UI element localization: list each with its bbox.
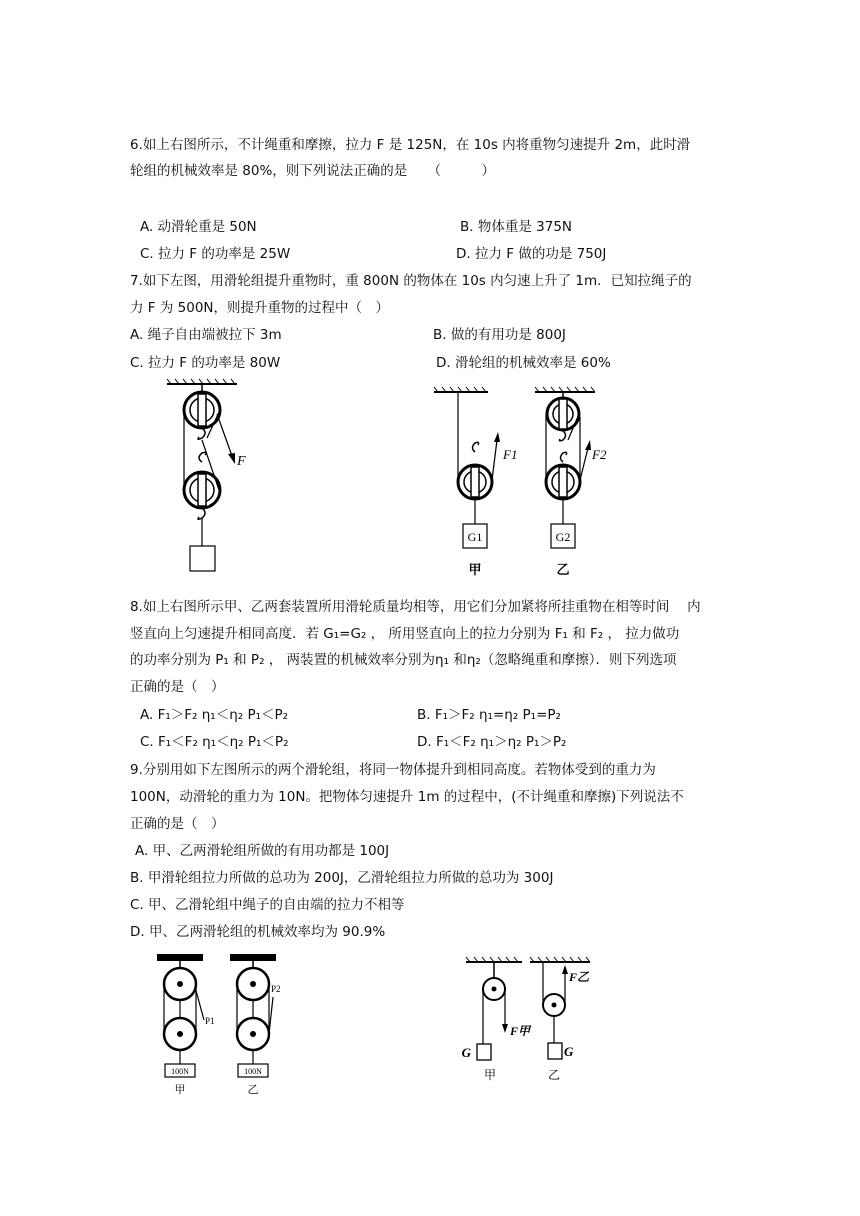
force-f1-label: F1 bbox=[503, 447, 518, 462]
pulley-figure-4 bbox=[460, 955, 610, 1085]
q7-option-b: B. 做的有用功是 800J bbox=[433, 327, 566, 343]
weight-g1-label: G1 bbox=[467, 530, 483, 544]
q7-option-a: A. 绳子自由端被拉下 3m bbox=[130, 327, 282, 343]
q7-option-d: D. 滑轮组的机械效率是 60% bbox=[436, 355, 611, 371]
q6-stem-line1: 6.如上右图所示，不计绳重和摩擦，拉力 F 是 125N，在 10s 内将重物匀速提升 2m，此时滑 bbox=[130, 137, 691, 153]
q8-option-d: D. F₁＜F₂ η₁＞η₂ P₁＞P₂ bbox=[417, 734, 567, 750]
pulley-figure-2 bbox=[430, 382, 630, 582]
q8-option-c: C. F₁＜F₂ η₁＜η₂ P₁＜P₂ bbox=[140, 734, 289, 750]
q7-option-c: C. 拉力 F 的功率是 80W bbox=[130, 355, 281, 371]
q6-option-d: D. 拉力 F 做的功是 750J bbox=[456, 246, 607, 262]
q8-stem-line1: 8.如上右图所示甲、乙两套装置所用滑轮质量均相等，用它们分加紧将所挂重物在相等时间 内 bbox=[130, 599, 701, 615]
q8-stem-line4: 正确的是（ ） bbox=[130, 679, 225, 695]
q6-stem-line2: 轮组的机械效率是 80%，则下列说法正确的是 （ ） bbox=[130, 163, 496, 179]
weight-100n-label-2: 100N bbox=[244, 1067, 262, 1076]
force-f2-label: F2 bbox=[592, 447, 607, 462]
pulley-figure-3 bbox=[155, 952, 305, 1102]
q9-stem-line1: 9.分别用如下左图所示的两个滑轮组，将同一物体提升到相同高度。若物体受到的重力为 bbox=[130, 762, 656, 778]
force-p1-label: P1 bbox=[205, 1016, 215, 1026]
q9-stem-line2: 100N，动滑轮的重力为 10N。把物体匀速提升 1m 的过程中，(不计绳重和摩擦)下列说法不 bbox=[130, 789, 684, 805]
force-p2-label: P2 bbox=[271, 984, 281, 994]
caption-yi-3: 乙 bbox=[247, 1084, 259, 1096]
weight-100n-label-1: 100N bbox=[171, 1067, 189, 1076]
q8-option-a: A. F₁＞F₂ η₁＜η₂ P₁＜P₂ bbox=[140, 707, 289, 723]
q9-option-c: C. 甲、乙滑轮组中绳子的自由端的拉力不相等 bbox=[130, 897, 405, 913]
caption-jia: 甲 bbox=[468, 562, 482, 577]
q6-option-b: B. 物体重是 375N bbox=[460, 219, 573, 235]
force-fjia-label: F甲 bbox=[510, 1024, 531, 1038]
weight-g-label-2: G bbox=[564, 1044, 574, 1059]
force-fyi-label: F乙 bbox=[569, 970, 590, 984]
q9-option-b: B. 甲滑轮组拉力所做的总功为 200J，乙滑轮组拉力所做的总功为 300J bbox=[130, 870, 554, 886]
caption-yi-4: 乙 bbox=[547, 1068, 561, 1082]
pulley-figure-1 bbox=[165, 378, 275, 578]
q8-option-b: B. F₁＞F₂ η₁=η₂ P₁=P₂ bbox=[417, 707, 561, 723]
q6-option-a: A. 动滑轮重是 50N bbox=[140, 219, 257, 235]
q8-stem-line2: 竖直向上匀速提升相同高度．若 G₁=G₂ ， 所用竖直向上的拉力分别为 F₁ 和 F₂ ， 拉力做功 bbox=[130, 626, 680, 642]
q9-stem-line3: 正确的是（ ） bbox=[130, 816, 225, 832]
force-f-label: F bbox=[237, 454, 246, 469]
q7-stem-line1: 7.如下左图，用滑轮组提升重物时，重 800N 的物体在 10s 内匀速上升了 1m．已知拉绳子的 bbox=[130, 273, 692, 289]
q9-option-a: A. 甲、乙两滑轮组所做的有用功都是 100J bbox=[135, 843, 390, 859]
caption-yi: 乙 bbox=[556, 562, 570, 577]
q9-option-d: D. 甲、乙两滑轮组的机械效率均为 90.9% bbox=[130, 924, 386, 940]
q8-stem-line3: 的功率分别为 P₁ 和 P₂ ， 两装置的机械效率分别为η₁ 和η₂（忽略绳重和摩擦）．则下列选项 bbox=[130, 652, 677, 668]
weight-g2-label: G2 bbox=[555, 530, 571, 544]
caption-jia-4: 甲 bbox=[483, 1068, 497, 1082]
q6-option-c: C. 拉力 F 的功率是 25W bbox=[140, 246, 291, 262]
q7-stem-line2: 力 F 为 500N，则提升重物的过程中（ ） bbox=[130, 300, 390, 316]
caption-jia-3: 甲 bbox=[174, 1084, 186, 1096]
weight-g-label-1: G bbox=[461, 1045, 471, 1060]
